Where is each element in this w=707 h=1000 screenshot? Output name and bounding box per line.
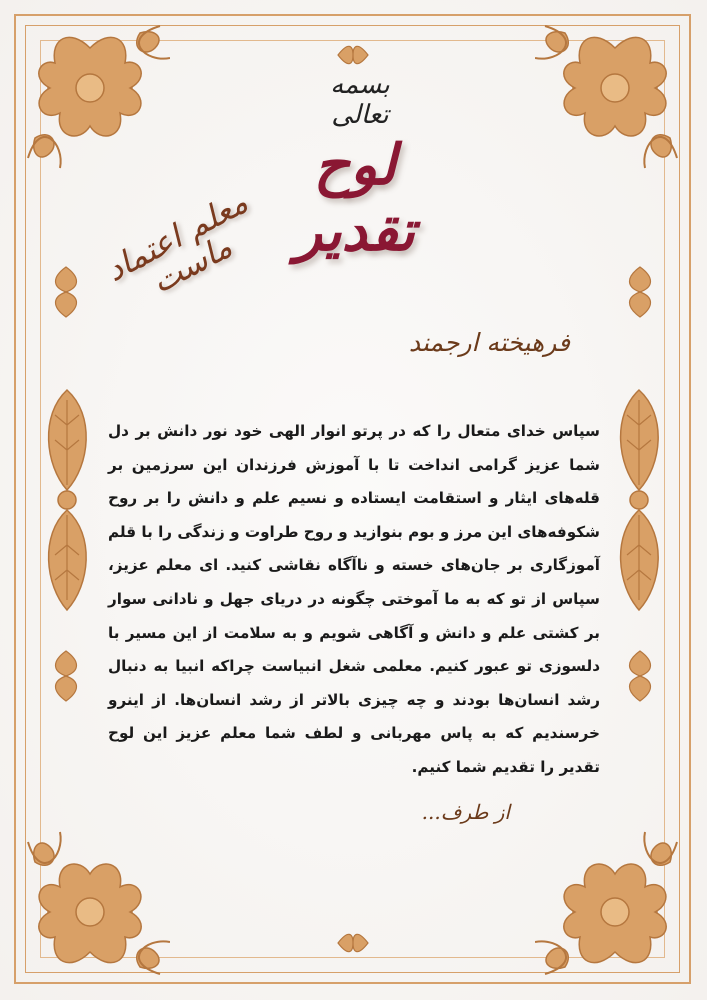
certificate-title: لوح تقدیر [295,132,415,264]
motto-calligraphy: معلم اعتماد ماست [99,182,254,301]
recipient-salutation: فرهیخته ارجمند [408,328,570,357]
appreciation-body-text: سپاس خدای متعال را که در پرتو انوار الهی خود نور دانش بر دل شما عزیز گرامی انداخت تا با آموزش فرزندان این سرزمین بر قله‌های ایثار و استقامت ایستاده و نسیم علم و دانش را بر روح شکوفه‌های این مرز و بوم بنوازید و روح طراوت و زندگی را با قلم آموزگاری بر جان‌های خسته و ناآگاه نقاشی کنید. ای معلم عزیز، سپاس از تو که به ما آموختی چگونه در دریای جهل و نادانی سوار بر کشتی علم و دانش و آگاهی شویم و به سلامت از این مسیر با دلسوزی تو عبور کنیم. معلمی شغل انبیاست چراکه انبیا به دنبال رشد انسان‌ها بودند و چه چیزی بالاتر از رشد انسان‌ها. از اینرو خرسندیم که به پاس مهربانی و لطف شما معلم عزیز این لوح تقدیر را تقدیم شما کنیم. [108,422,600,776]
frame-knot-ornament-left-upper [50,262,82,322]
frame-knot-ornament-right-lower [624,646,656,706]
corner-flower-ornament-bottom-right [535,822,685,982]
frame-knot-ornament-top [333,40,373,70]
frame-knot-ornament-right-upper [624,262,656,322]
corner-flower-ornament-top-right [535,18,685,178]
basmala-heading: بسمه تعالی [330,70,390,130]
from-signature-line: از طرف... [421,800,510,824]
corner-flower-ornament-top-left [20,18,170,178]
side-leaf-ornament-left [40,385,95,615]
frame-knot-ornament-left-lower [50,646,82,706]
side-leaf-ornament-right [612,385,667,615]
corner-flower-ornament-bottom-left [20,822,170,982]
frame-knot-ornament-bottom [333,928,373,958]
